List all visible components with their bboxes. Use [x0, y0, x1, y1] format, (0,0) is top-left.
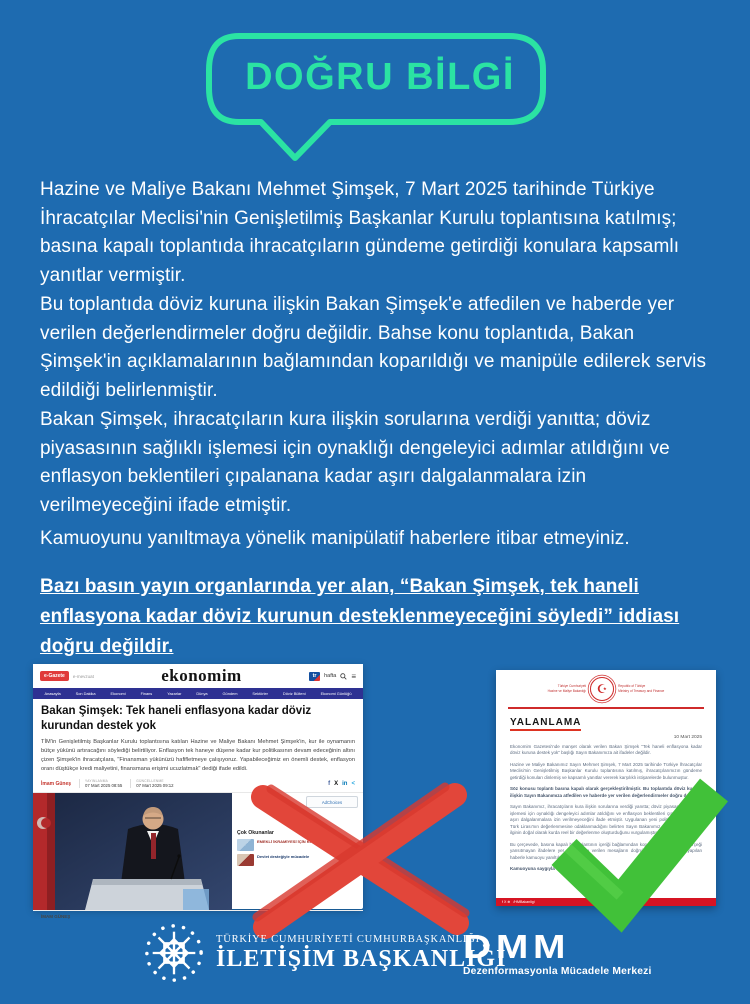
letter-title: YALANLAMA — [510, 717, 581, 731]
presidency-emblem-icon — [143, 922, 205, 984]
most-read-thumbnail — [237, 839, 254, 851]
photo-caption: İMAM GÜNEŞ — [33, 910, 363, 922]
ministry-crest-icon: ☪ — [590, 677, 614, 701]
dmm-full-name: Dezenformasyonla Mücadele Merkezi — [463, 966, 652, 977]
letter-closing: Kamuoyuna saygıyla duyurulur. — [510, 866, 579, 872]
letter-paragraph: Bu çerçevede, basına kapalı bir toplantının içeriği bağlamından koparılarak çarpıtılmış, gerçeği yansıtmayan ifadelere yer verilmiş ve verilen mesajların doğruluğu teyit edilmeden yapılan haberle kamuoyu yanıltılmıştır. — [510, 841, 702, 860]
publish-label: YAYINLANMA — [85, 779, 109, 784]
article-headline: Bakan Şimşek: Tek haneli enflasyona kadar döviz kurundan destek yok — [41, 705, 312, 732]
nav-item-gundem[interactable]: Gündem — [222, 691, 238, 696]
article-byline — [33, 776, 363, 792]
article-summary: TİM'in Genişletilmiş Başkanlar Kurulu toplantısına katılan Hazine ve Maliye Bakanı Mehmet Şimşek'in, kur ile oynamanın bütçe yükünü artıracağını söylediği belirtiliyor. Enflasyon tek haneye düşene kadar kur politikasının devam edeceğinin altını çizen Şimşek'in ihracatçılara, "Finansman yükünüzü hafifletmeye çalışıyoruz. Yapabileceğimiz en önemli destek, enflasyon oranı düştükçe kredi maliyetini, finansmana erişimi ucuzlatmak" dediği ifade edildi. — [41, 738, 355, 773]
letter-body — [510, 744, 702, 873]
nav-item-finans[interactable]: Finans — [140, 691, 153, 696]
update-label: GÜNCELLENME — [136, 779, 164, 784]
crest-left-line1: Türkiye Cumhuriyeti — [557, 684, 587, 689]
dmm-logo — [463, 928, 652, 977]
masthead-secondary-link[interactable]: e-mevzuat — [72, 673, 94, 679]
publish-date: 07 Mart 2025 08:55 — [85, 783, 123, 789]
ekonomim-logo: ekonomim — [161, 666, 242, 685]
most-read-item[interactable]: EMEKLİ İKRAMİYESİ İÇİN KRİTİK GÜN — [237, 839, 358, 851]
article-navbar — [33, 688, 363, 699]
search-icon[interactable] — [340, 673, 347, 680]
nav-item-ekonomi[interactable]: Ekonomi — [110, 691, 126, 696]
tr-logo: tr — [309, 672, 320, 681]
letter-paragraph: Hazine ve Maliye Bakanımız Sayın Mehmet Şimşek, 7 Mart 2025 tarihinde Türkiye İhracatçılar Meclisi'nin Genişletilmiş Başkanlar Kurulu toplantısına katılmış, ihracatçılarımızın gündeme getirdiği konuları dinlemiş ve kapsamlı yanıtlar vererek karşılıklı istişarelerde bulunmuştur. — [510, 761, 702, 780]
dmm-abbreviation: DMM — [463, 928, 571, 965]
tr-logo-label: hafta — [324, 673, 337, 679]
article-author[interactable]: İmam Güneş — [41, 780, 72, 787]
claim-statement: Bazı basın yayın organlarında yer alan, “Bakan Şimşek, tek haneli enflasyona kadar döviz kurunun desteklenmeyeceğini söyledi” iddiası doğru değildir. — [40, 576, 680, 657]
paragraph-meeting: Hazine ve Maliye Bakanı Mehmet Şimşek, 7 Mart 2025 tarihinde Türkiye İhracatçılar Meclisi'nin Genişletilmiş Başkanlar Kurulu toplantısına katılmış; basına kapalı toplantıda ihracatçıların gündeme getirdiği konulara kapsamlı yanıtlar vermiştir. — [40, 179, 680, 287]
letter-rule — [508, 707, 704, 709]
presidency-line1: TÜRKİYE CUMHURİYETİ CUMHURBAŞKANLIĞI — [216, 933, 480, 945]
letter-paragraph: Söz konusu toplantı basına kapalı olarak gerçekleştirilmiştir. Bu toplantıda döviz kuruna ilişkin Sayın Bakanımıza atfedilen ve haberde yer verilen değerlendirmeler doğru değildir. — [510, 786, 702, 798]
presidency-communications-logo — [143, 922, 506, 984]
update-date: 07 Mart 2025 09:12 — [136, 783, 174, 789]
letter-paragraph: Ekonomim Gazetesi'nde manşet olarak verilen Bakan Şimşek "Tek haneli enflasyona kadar döviz kuruna destek yok" başlığı Sayın Bakanımıza ait ifadeler değildir. — [510, 743, 702, 756]
nav-item-dunya[interactable]: Dünya — [196, 691, 208, 696]
crest-left-line2: Hazine ve Maliye Bakanlığı — [547, 689, 587, 693]
facebook-share-icon[interactable]: f — [328, 780, 331, 787]
crest-right-line1: Republic of Türkiye — [618, 684, 646, 689]
letter-footer-handle: /HMBakanligi — [513, 900, 535, 904]
nav-item-son-dakika[interactable]: Son Dakika — [75, 691, 96, 696]
share-icon[interactable]: < — [351, 780, 355, 787]
presidency-line2: İLETİŞİM BAŞKANLIĞI — [216, 945, 507, 972]
nav-item-doviz-bulteni[interactable]: Döviz Bülteni — [282, 691, 306, 696]
menu-icon[interactable]: ≡ — [351, 671, 356, 681]
nav-item-anasayfa[interactable]: Anasayfa — [44, 691, 61, 696]
denial-letter-document — [496, 670, 716, 906]
letter-date: 10 Mart 2025 — [673, 734, 702, 740]
adchoices-button[interactable]: AdChoices — [306, 796, 358, 808]
minister-podium-photo — [33, 793, 232, 910]
article-masthead — [33, 664, 363, 688]
most-read-heading: Çok Okunanlar — [237, 830, 274, 837]
nav-item-ekonomi-gunlugu[interactable]: Ekonomi Günlüğü — [320, 691, 352, 696]
nav-item-sektorler[interactable]: Sektörler — [252, 691, 268, 696]
paragraph-denial: Bu toplantıda döviz kuruna ilişkin Bakan Şimşek'e atfedilen ve haberde yer verilen değerlendirmeler doğru değildir. Bahse konu toplantıda, Bakan Şimşek'in açıklamalarının bağlamından koparıldığı ve manipüle edilerek servis edildiği belirlenmiştir. — [40, 294, 707, 402]
paragraph-statement: Bakan Şimşek, ihracatçıların kura ilişkin sorularına verdiği yanıtta; döviz piyasasının sağlıklı işlemesi için oynaklığı dengeleyici adımlar atıldığını ve enflasyon beklentileri çıpalanana kadar aşırı dalgalanmalara izin verilmeyeceğini ifade etmiştir. — [40, 409, 670, 517]
article-sidebar — [232, 793, 363, 910]
banner-title: DOĞRU BİLGİ — [245, 56, 515, 98]
paragraph-warning: Kamuoyunu yanıltmaya yönelik manipülatif haberlere itibar etmeyiniz. — [40, 528, 630, 549]
news-article-screenshot — [33, 664, 363, 920]
x-share-icon[interactable]: X — [334, 780, 339, 787]
letter-paragraph: Sayın Bakanımız, ihracatçıların kura ilişkin sorularına verdiği yanıtta; döviz piyasasının sağlıklı işlemesi için oynaklığı dengeleyici adımlar atıldığını ve enflasyon beklentileri çıpalanana kadar aşırı dalgalanmalara izin verilmeyeceğini ifade etmiştir. Uygulanan yeni politikaların ardından Türk Lirası'nın değerlenmesine odaklanmadığını belirten Sayın Bakanımız, Türk Lirasına artan ilginin doğal olarak kurda reel bir değerlenme oluşturduğunu vurgulamıştır. — [510, 804, 702, 836]
most-read-thumbnail — [237, 854, 254, 866]
egazete-button[interactable]: e-Gazete — [40, 671, 69, 681]
nav-item-yazarlar[interactable]: Yazarlar — [167, 691, 182, 696]
linkedin-share-icon[interactable]: in — [342, 780, 348, 787]
letter-footer-bar — [496, 898, 716, 906]
most-read-item[interactable]: Devlet desteğiyle mücadele — [237, 854, 358, 866]
crest-right-line2: Ministry of Treasury and Finance — [618, 689, 665, 693]
letter-footer-social-icons: f X ⊕ — [502, 900, 511, 904]
